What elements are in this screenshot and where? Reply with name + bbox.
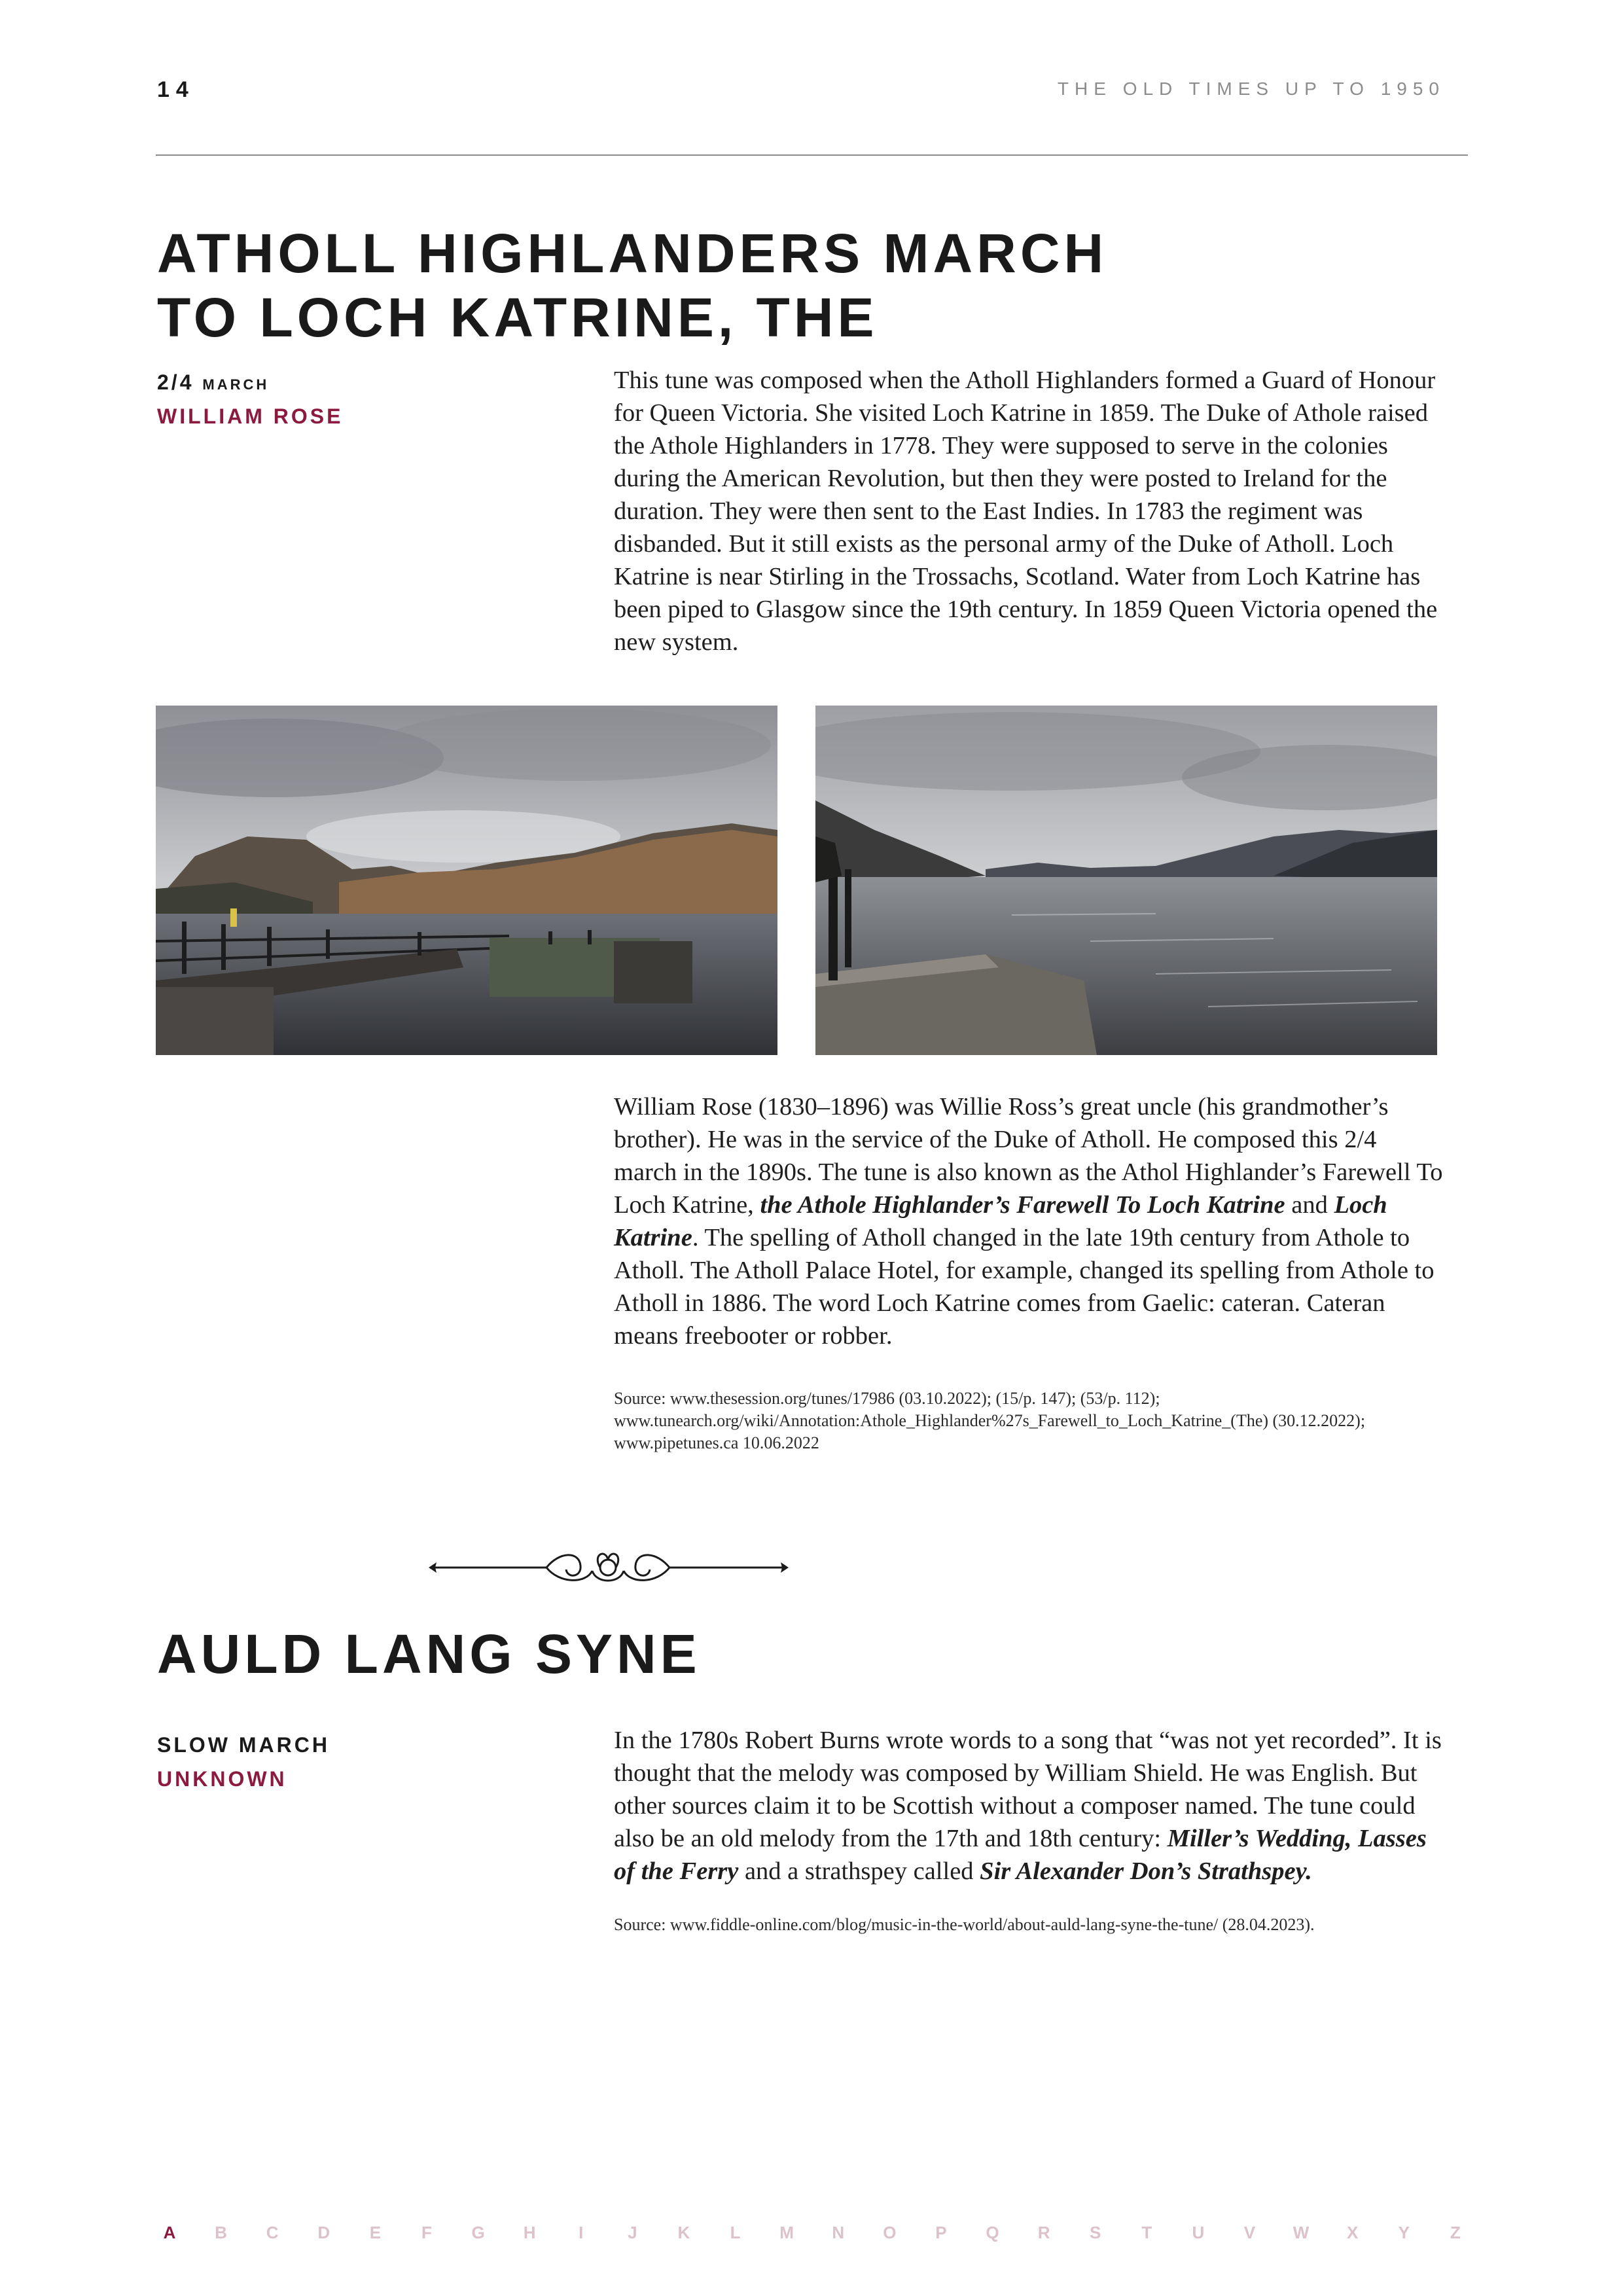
alt-title-2: Loch Katrine <box>614 1191 1387 1251</box>
alphabet-letter-r[interactable]: R <box>1037 2223 1052 2242</box>
tune-type: SLOW MARCH <box>157 1733 330 1757</box>
alphabet-letter-a[interactable]: A <box>163 2223 177 2242</box>
biography-text-1: William Rose (1830–1896) was Willie Ross’s great uncle (his grandmother’s brother). He was in the service of the Duke of Atholl. He composed this 2/4 march in the 1890s. The tune is also known as the Athol Highlander’s Farewell To Loch Katrine, <box>614 1093 1443 1219</box>
entry-description <box>614 1724 1445 1888</box>
related-tune-2: Sir Alexander Don’s Strathspey. <box>980 1857 1312 1885</box>
composer-name: UNKNOWN <box>157 1767 287 1791</box>
photo-loch-pier <box>156 706 777 1055</box>
alphabet-letter-j[interactable]: J <box>628 2223 639 2242</box>
alt-title-1: the Athole Highlander’s Farewell To Loch Katrine <box>760 1191 1285 1219</box>
description-text-1: In the 1780s Robert Burns wrote words to a song that “was not yet recorded”. It is thought that the melody was composed by William Shield. He was English. But other sources claim it to be Scottish without a composer named. The tune could also be an old melody from the 17th and 18th century: <box>614 1727 1442 1852</box>
alphabet-letter-z[interactable]: Z <box>1450 2223 1462 2242</box>
alphabet-letter-q[interactable]: Q <box>986 2223 1001 2242</box>
alphabet-letter-s[interactable]: S <box>1090 2223 1103 2242</box>
alphabet-letter-n[interactable]: N <box>832 2223 846 2242</box>
alphabet-letter-d[interactable]: D <box>317 2223 332 2242</box>
alphabet-index <box>157 2223 1469 2243</box>
entry-title <box>157 221 1400 350</box>
entry-meta <box>157 1728 550 1796</box>
alphabet-letter-g[interactable]: G <box>471 2223 486 2242</box>
related-tune-1: Miller’s Wedding, Lasses of the Ferry <box>614 1825 1427 1885</box>
alphabet-letter-i[interactable]: I <box>579 2223 585 2242</box>
alphabet-letter-t[interactable]: T <box>1141 2223 1154 2242</box>
running-title: THE OLD TIMES UP TO 1950 <box>1057 79 1445 99</box>
alphabet-letter-w[interactable]: W <box>1293 2223 1311 2242</box>
source-note: Source: www.thesession.org/tunes/17986 (03.10.2022); (15/p. 147); (53/p. 112); www.tunearch.org/wiki/Annotation:Athole_Highlander%27s_Farewell_to_Loch_Katrine_(The) (30.12.2022); www.pipetunes.ca 10.06.2022 <box>614 1389 1366 1452</box>
alphabet-letter-f[interactable]: F <box>421 2223 433 2242</box>
header-divider <box>156 154 1468 156</box>
biography-text-3: . The spelling of Atholl changed in the late 19th century from Athole to Atholl. The Atholl Palace Hotel, for example, changed its spelling from Athole to Atholl in 1886. The word Loch Katrine comes from Gaelic: cateran. Cateran means freebooter or robber. <box>614 1224 1435 1350</box>
description-text-2: and a strathspey called <box>738 1857 980 1885</box>
alphabet-letter-u[interactable]: U <box>1192 2223 1206 2242</box>
biography-text-2: and <box>1285 1191 1334 1219</box>
alphabet-letter-l[interactable]: L <box>730 2223 742 2242</box>
alphabet-letter-x[interactable]: X <box>1346 2223 1360 2242</box>
page-number: 14 <box>157 77 195 102</box>
entry-title-line2: TO LOCH KATRINE, THE <box>157 287 878 348</box>
entry-description: This tune was composed when the Atholl Highlanders formed a Guard of Honour for Queen Victoria. She visited Loch Katrine in 1859. The Duke of Athole raised the Athole Highlanders in 1778. They were supposed to serve in the colonies during the American Revolution, but then they were posted to Ireland for the duration. They were then sent to the East Indies. In 1783 the regiment was disbanded. But it still exists as the personal army of the Duke of Atholl. Loch Katrine is near Stirling in the Trossachs, Scotland. Water from Loch Katrine has been piped to Glasgow since the 19th century. In 1859 Queen Victoria opened the new system. <box>614 367 1438 656</box>
composer-biography <box>614 1090 1445 1352</box>
alphabet-letter-p[interactable]: P <box>935 2223 948 2242</box>
ornament-divider <box>429 1545 789 1594</box>
entry-title: AULD LANG SYNE <box>157 1623 701 1685</box>
entry-title-line1: ATHOLL HIGHLANDERS MARCH <box>157 223 1108 284</box>
tune-type: 2/4 march <box>157 370 270 394</box>
alphabet-letter-m[interactable]: M <box>779 2223 795 2242</box>
composer-name: WILLIAM ROSE <box>157 404 344 428</box>
alphabet-letter-e[interactable]: E <box>369 2223 383 2242</box>
alphabet-letter-b[interactable]: B <box>215 2223 228 2242</box>
photo-loch-view <box>815 706 1437 1055</box>
alphabet-letter-y[interactable]: Y <box>1398 2223 1411 2242</box>
alphabet-letter-h[interactable]: H <box>523 2223 537 2242</box>
source-note: Source: www.fiddle-online.com/blog/music-in-the-world/about-auld-lang-syne-the-tune/ (28.04.2023). <box>614 1915 1315 1934</box>
alphabet-letter-o[interactable]: O <box>883 2223 898 2242</box>
entry-meta <box>157 365 550 433</box>
alphabet-letter-v[interactable]: V <box>1243 2223 1257 2242</box>
alphabet-letter-k[interactable]: K <box>677 2223 692 2242</box>
alphabet-letter-c[interactable]: C <box>266 2223 280 2242</box>
